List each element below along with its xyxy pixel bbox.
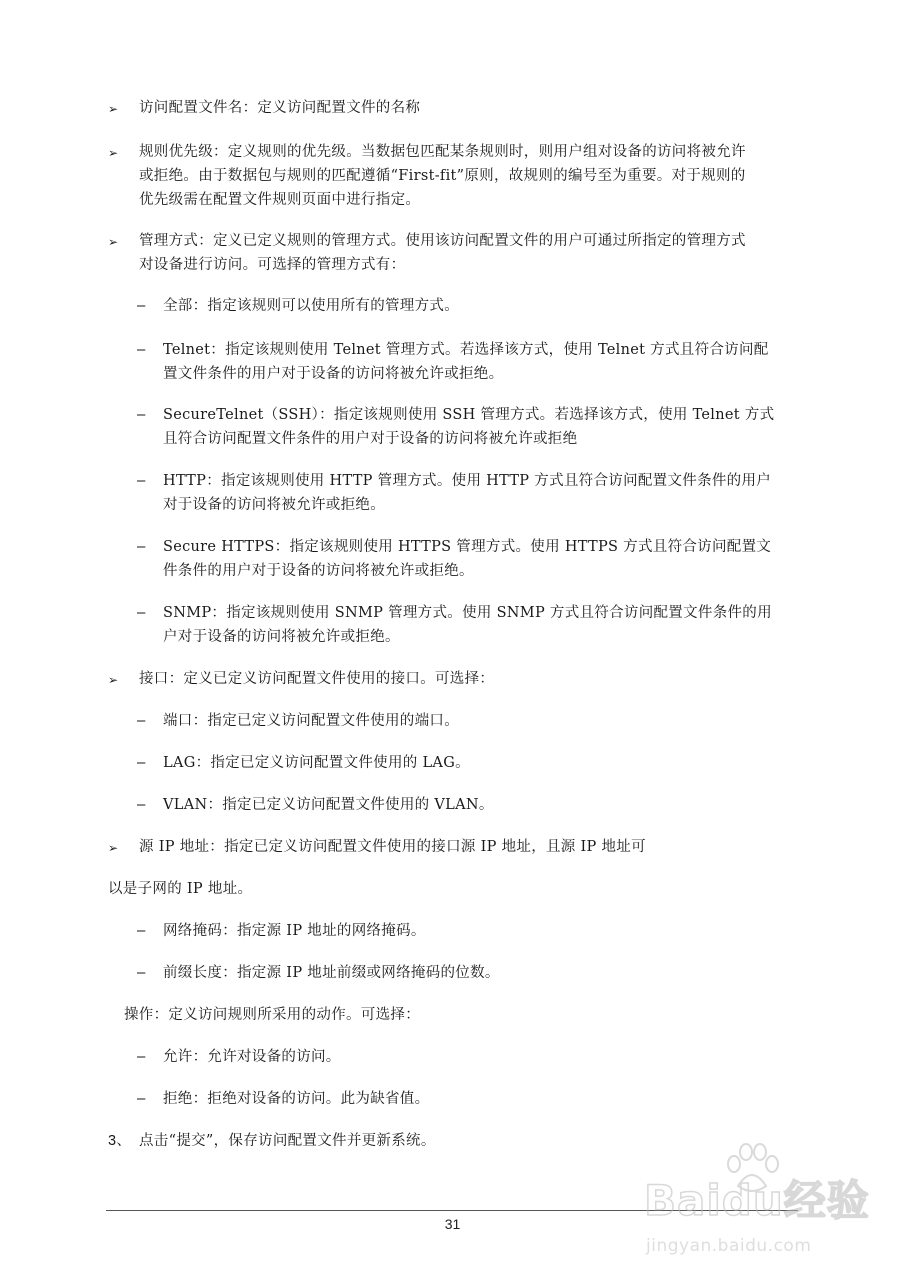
dash-bullet-icon: – (137, 341, 146, 358)
paragraph-line: 拒绝：拒绝对设备的访问。此为缺省值。 (163, 1091, 430, 1107)
paragraph-line: 前缀长度：指定源 IP 地址前缀或网络掩码的位数。 (163, 965, 500, 981)
watermark-brand: Baidu经验 (644, 1176, 870, 1225)
list-item (137, 1045, 807, 1069)
paragraph-line: 对于设备的访问将被允许或拒绝。 (163, 497, 385, 513)
watermark-url: jingyan.baidu.com (646, 1236, 812, 1256)
dash-bullet-icon: – (137, 297, 146, 314)
paragraph-line: HTTP：指定该规则使用 HTTP 管理方式。使用 HTTP 方式且符合访问配置文件条件的用户 (163, 473, 772, 489)
step-number: 3、 (108, 1133, 132, 1149)
list-item (137, 601, 807, 649)
dash-bullet-icon: – (137, 712, 146, 729)
arrow-bullet-icon: ➢ (108, 673, 119, 687)
list-item (137, 751, 807, 775)
paragraph-line: 户对于设备的访问将被允许或拒绝。 (163, 629, 400, 645)
paragraph-line: 端口：指定已定义访问配置文件使用的端口。 (163, 713, 459, 729)
dash-bullet-icon: – (137, 406, 146, 423)
paragraph-line: SecureTelnet（SSH）：指定该规则使用 SSH 管理方式。若选择该方式，使用 Telnet 方式 (163, 407, 775, 423)
list-item (108, 140, 808, 212)
paragraph-line: Secure HTTPS：指定该规则使用 HTTPS 管理方式。使用 HTTPS 方式且符合访问配置文 (163, 539, 772, 555)
list-item (137, 1087, 807, 1111)
paragraph-line: Telnet：指定该规则使用 Telnet 管理方式。若选择该方式，使用 Telnet 方式且符合访问配 (163, 342, 769, 358)
paragraph-line: 件条件的用户对于设备的访问将被允许或拒绝。 (163, 563, 474, 579)
paragraph-line: VLAN：指定已定义访问配置文件使用的 VLAN。 (163, 797, 494, 813)
list-item (108, 835, 808, 859)
arrow-bullet-icon: ➢ (108, 146, 119, 160)
list-item (108, 667, 808, 691)
paragraph-line: 对设备进行访问。可选择的管理方式有： (139, 257, 406, 273)
paragraph-line: SNMP：指定该规则使用 SNMP 管理方式。使用 SNMP 方式且符合访问配置文件条件的用 (163, 605, 772, 621)
list-item (137, 793, 807, 817)
dash-bullet-icon: – (137, 754, 146, 771)
paragraph-line: LAG：指定已定义访问配置文件使用的 LAG。 (163, 755, 470, 771)
paragraph-line: 接口：定义已定义访问配置文件使用的接口。可选择： (139, 671, 495, 687)
paragraph-line: 管理方式：定义已定义规则的管理方式。使用该访问配置文件的用户可通过所指定的管理方式 (139, 233, 746, 249)
paragraph-line: 以是子网的 IP 地址。 (108, 881, 253, 897)
list-item (137, 919, 807, 943)
list-item (108, 96, 808, 120)
paragraph-line: 置文件条件的用户对于设备的访问将被允许或拒绝。 (163, 366, 504, 382)
list-item (108, 229, 808, 277)
paragraph-line: 网络掩码：指定源 IP 地址的网络掩码。 (163, 923, 426, 939)
paragraph-line: 允许：允许对设备的访问。 (163, 1049, 341, 1065)
list-item (137, 469, 807, 517)
dash-bullet-icon: – (137, 964, 146, 981)
list-item (124, 1003, 824, 1027)
dash-bullet-icon: – (137, 604, 146, 621)
paragraph-line: 访问配置文件名：定义访问配置文件的名称 (139, 100, 421, 116)
baidu-jingyan-watermark (644, 1148, 874, 1268)
list-item (108, 877, 808, 901)
arrow-bullet-icon: ➢ (108, 841, 119, 855)
arrow-bullet-icon: ➢ (108, 102, 119, 116)
dash-bullet-icon: – (137, 922, 146, 939)
list-item (137, 338, 807, 386)
arrow-bullet-icon: ➢ (108, 235, 119, 249)
paragraph-line: 规则优先级：定义规则的优先级。当数据包匹配某条规则时，则用户组对设备的访问将被允许 (139, 144, 746, 160)
paragraph-line: 点击“提交”，保存访问配置文件并更新系统。 (139, 1133, 436, 1149)
paragraph-line: 操作：定义访问规则所采用的动作。可选择： (124, 1007, 420, 1023)
dash-bullet-icon: – (137, 538, 146, 555)
paragraph-line: 或拒绝。由于数据包与规则的匹配遵循“First-fit”原则，故规则的编号至为重要。对于规则的 (139, 168, 746, 184)
paragraph-line: 且符合访问配置文件条件的用户对于设备的访问将被允许或拒绝 (163, 431, 578, 447)
list-item (137, 294, 807, 318)
page-number: 31 (444, 1216, 461, 1232)
paragraph-line: 源 IP 地址：指定已定义访问配置文件使用的接口源 IP 地址，且源 IP 地址可 (139, 839, 646, 855)
list-item (137, 403, 807, 451)
dash-bullet-icon: – (137, 472, 146, 489)
dash-bullet-icon: – (137, 796, 146, 813)
dash-bullet-icon: – (137, 1090, 146, 1107)
list-item (137, 709, 807, 733)
dash-bullet-icon: – (137, 1048, 146, 1065)
list-item (137, 961, 807, 985)
paragraph-line: 优先级需在配置文件规则页面中进行指定。 (139, 192, 421, 208)
list-item (137, 535, 807, 583)
paragraph-line: 全部：指定该规则可以使用所有的管理方式。 (163, 298, 459, 314)
